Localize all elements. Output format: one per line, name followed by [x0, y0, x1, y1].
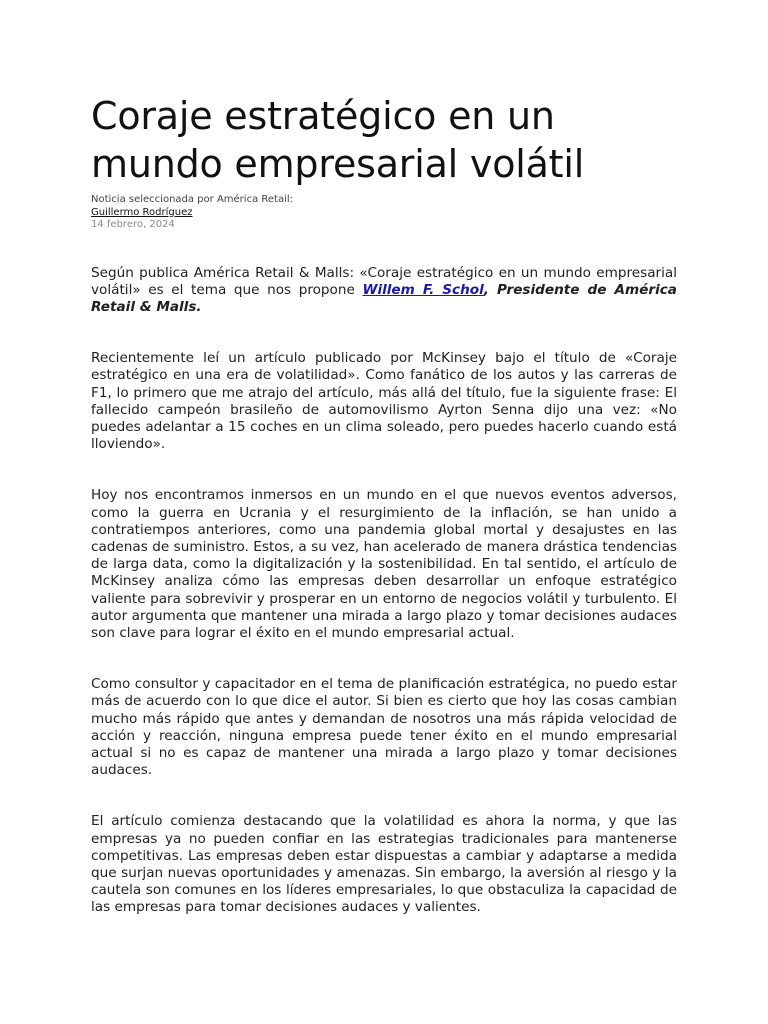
body-paragraph: Como consultor y capacitador en el tema de planificación estratégica, no puedo estar más de acuerdo con lo que dice el autor. Si bien es cierto que hoy las cosas cambian mucho más rápido que antes y demandan de nosotros una más rápida velocidad de acción y reacción, ninguna empresa puede tener éxito en el mundo empresarial actual si no es capaz de mantener una mirada a largo plazo y tomar decisiones audaces.	[91, 676, 677, 779]
article-date: 14 febrero, 2024	[91, 219, 175, 230]
body-paragraph: Recientemente leí un artículo publicado por McKinsey bajo el título de «Coraje estratégico en una era de volatilidad». Como fanático de los autos y las carreras de F1, lo primero que me atrajo del artículo, más allá del título, fue la siguiente frase: El fallecido campeón brasileño de automovilismo Ayrton Senna dijo una vez: «No puedes adelantar a 15 coches en un clima soleado, pero puedes hacerlo cuando está lloviendo».	[91, 350, 677, 453]
article-meta	[91, 194, 677, 232]
article	[91, 92, 677, 917]
body-paragraph: Hoy nos encontramos inmersos en un mundo en el que nuevos eventos adversos, como la guerra en Ucrania y el resurgimiento de la inflación, se han unido a contratiempos anteriores, como una pandemia global mortal y desajustes en las cadenas de suministro. Estos, a su vez, han acelerado de manera drástica tendencias de larga data, como la digitalización y la sostenibilidad. En tal sentido, el artículo de McKinsey analiza cómo las empresas deben desarrollar un enfoque estratégico valiente para sobrevivir y prosperar en un entorno de negocios volátil y turbulento. El autor argumenta que mantener una mirada a largo plazo y tomar decisiones audaces son clave para lograr el éxito en el mundo empresarial actual.	[91, 487, 677, 641]
author-link[interactable]: Guillermo Rodríguez	[91, 206, 193, 218]
article-title: Coraje estratégico en un mundo empresarial volátil	[91, 94, 585, 186]
lead-role-text: , Presidente de América Retail & Malls.	[91, 281, 677, 315]
body-paragraph: El artículo comienza destacando que la volatilidad es ahora la norma, y que las empresas ya no pueden confiar en las estrategias tradicionales para mantenerse competitivas. Las empresas deben estar dispuestas a cambiar y adaptarse a medida que surjan nuevas oportunidades y amenazas. Sin embargo, la aversión al riesgo y la cautela son comunes en los líderes empresariales, lo que obstaculiza la capacidad de las empresas para tomar decisiones audaces y valientes.	[91, 813, 677, 916]
lead-text: Según publica América Retail & Malls: «Coraje estratégico en un mundo empresarial volátil» es el tema que nos propone	[91, 264, 677, 298]
article-source: Noticia seleccionada por América Retail:	[91, 194, 293, 205]
willem-schol-link[interactable]: Willem F. Schol	[362, 281, 484, 298]
lead-paragraph	[91, 265, 677, 317]
